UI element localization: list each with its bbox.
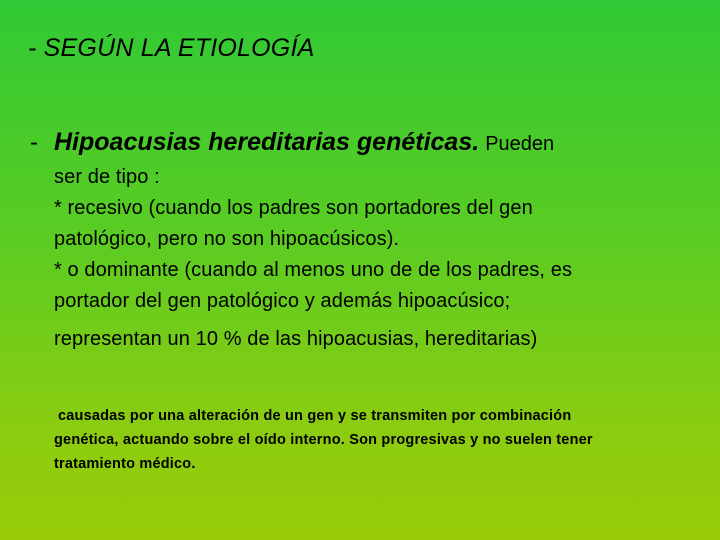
body-paragraph: [54, 162, 704, 317]
closing-line: representan un 10 % de las hipoacusias, hereditarias): [54, 328, 538, 350]
bullet-dash: -: [30, 129, 38, 156]
note-line: causadas por una alteración de un gen y se transmiten por combinación: [58, 408, 572, 424]
bullet-title: Hipoacusias hereditarias genéticas.: [54, 128, 480, 156]
note-line: tratamiento médico.: [54, 456, 196, 472]
body-line: ser de tipo :: [54, 166, 160, 188]
body-line: * o dominante (cuando al menos uno de de los padres, es: [54, 259, 573, 281]
note-line: genética, actuando sobre el oído interno. Son progresivas y no suelen tener: [54, 432, 593, 448]
bullet-item: [30, 128, 700, 157]
bullet-line: [30, 128, 700, 157]
body-line: patológico, pero no son hipoacúsicos).: [54, 228, 400, 250]
bullet-title-tail: Pueden: [485, 133, 555, 155]
note-paragraph: [54, 404, 694, 476]
slide-heading: - SEGÚN LA ETIOLOGÍA: [28, 34, 315, 62]
closing-paragraph: [54, 324, 704, 355]
body-line: * recesivo (cuando los padres son portadores del gen: [54, 197, 533, 219]
body-line: portador del gen patológico y además hipoacúsico;: [54, 290, 511, 312]
